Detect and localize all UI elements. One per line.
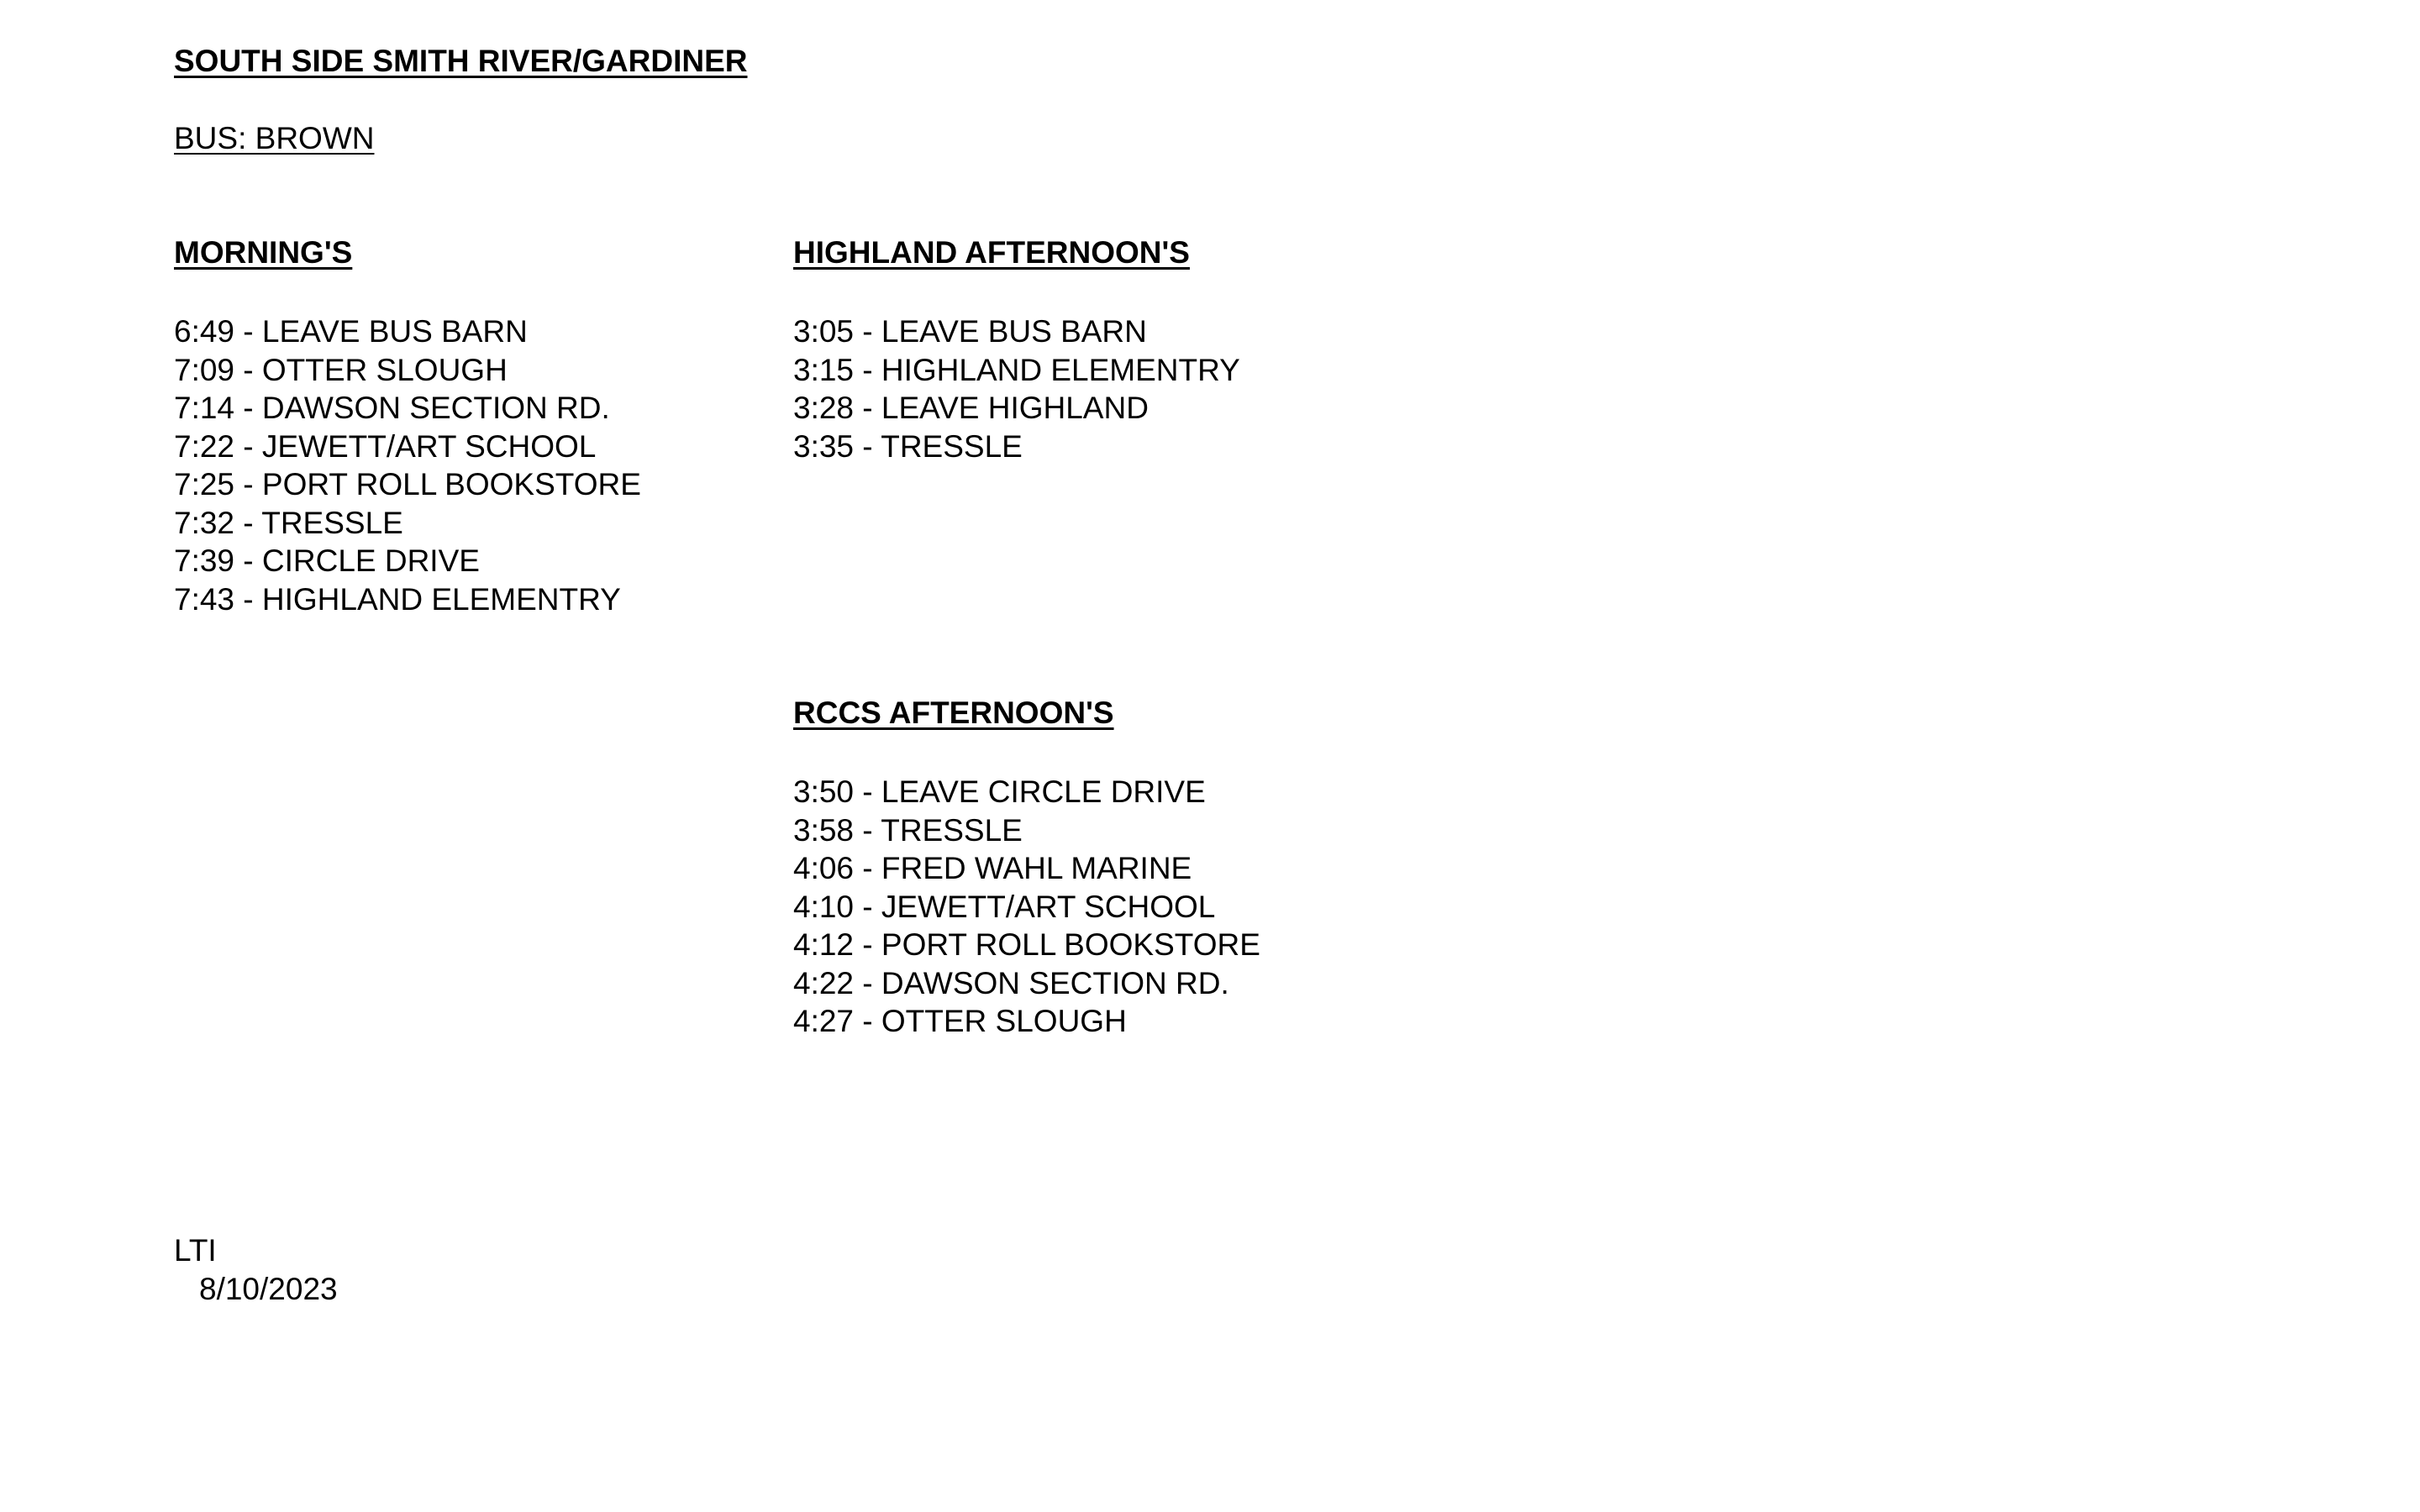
morning-stop: 7:32 - TRESSLE — [174, 505, 403, 540]
morning-stop: 7:25 - PORT ROLL BOOKSTORE — [174, 467, 641, 501]
morning-stop: 7:14 - DAWSON SECTION RD. — [174, 391, 610, 425]
footer-date: 8/10/2023 — [199, 1272, 338, 1306]
rccs-afternoon-stop-list — [793, 773, 1260, 1041]
rccs-afternoon-section — [793, 694, 1260, 1041]
route-title: SOUTH SIDE SMITH RIVER/GARDINER — [174, 44, 748, 78]
highland-afternoon-section — [793, 234, 1240, 465]
highland-afternoon-stop: 3:15 - HIGHLAND ELEMENTRY — [793, 352, 1240, 387]
morning-stop: 6:49 - LEAVE BUS BARN — [174, 314, 528, 349]
morning-stop: 7:09 - OTTER SLOUGH — [174, 352, 508, 387]
rccs-afternoon-heading: RCCS AFTERNOON'S — [793, 696, 1114, 730]
rccs-afternoon-stop: 3:50 - LEAVE CIRCLE DRIVE — [793, 774, 1206, 809]
rccs-afternoon-stop: 4:27 - OTTER SLOUGH — [793, 1004, 1127, 1038]
rccs-afternoon-stop: 4:10 - JEWETT/ART SCHOOL — [793, 889, 1216, 924]
highland-afternoon-heading: HIGHLAND AFTERNOON'S — [793, 235, 1190, 270]
morning-section — [174, 234, 641, 618]
bus-label: BUS: BROWN — [174, 121, 375, 155]
rccs-afternoon-stop: 4:06 - FRED WAHL MARINE — [793, 851, 1192, 885]
morning-stop-list — [174, 312, 641, 618]
rccs-afternoon-stop: 4:22 - DAWSON SECTION RD. — [793, 965, 1229, 1000]
morning-stop: 7:22 - JEWETT/ART SCHOOL — [174, 428, 597, 464]
rccs-afternoon-stop: 4:12 - PORT ROLL BOOKSTORE — [793, 927, 1260, 962]
morning-stop: 7:43 - HIGHLAND ELEMENTRY — [174, 581, 621, 617]
rccs-afternoon-stop: 3:58 - TRESSLE — [793, 812, 1023, 848]
highland-afternoon-stop-list — [793, 312, 1240, 465]
highland-afternoon-stop: 3:28 - LEAVE HIGHLAND — [793, 391, 1149, 425]
highland-afternoon-stop: 3:35 - TRESSLE — [793, 428, 1023, 464]
footer-company: LTI — [174, 1233, 217, 1268]
morning-heading: MORNING'S — [174, 235, 353, 270]
highland-afternoon-stop: 3:05 - LEAVE BUS BARN — [793, 314, 1147, 349]
morning-stop: 7:39 - CIRCLE DRIVE — [174, 543, 480, 578]
